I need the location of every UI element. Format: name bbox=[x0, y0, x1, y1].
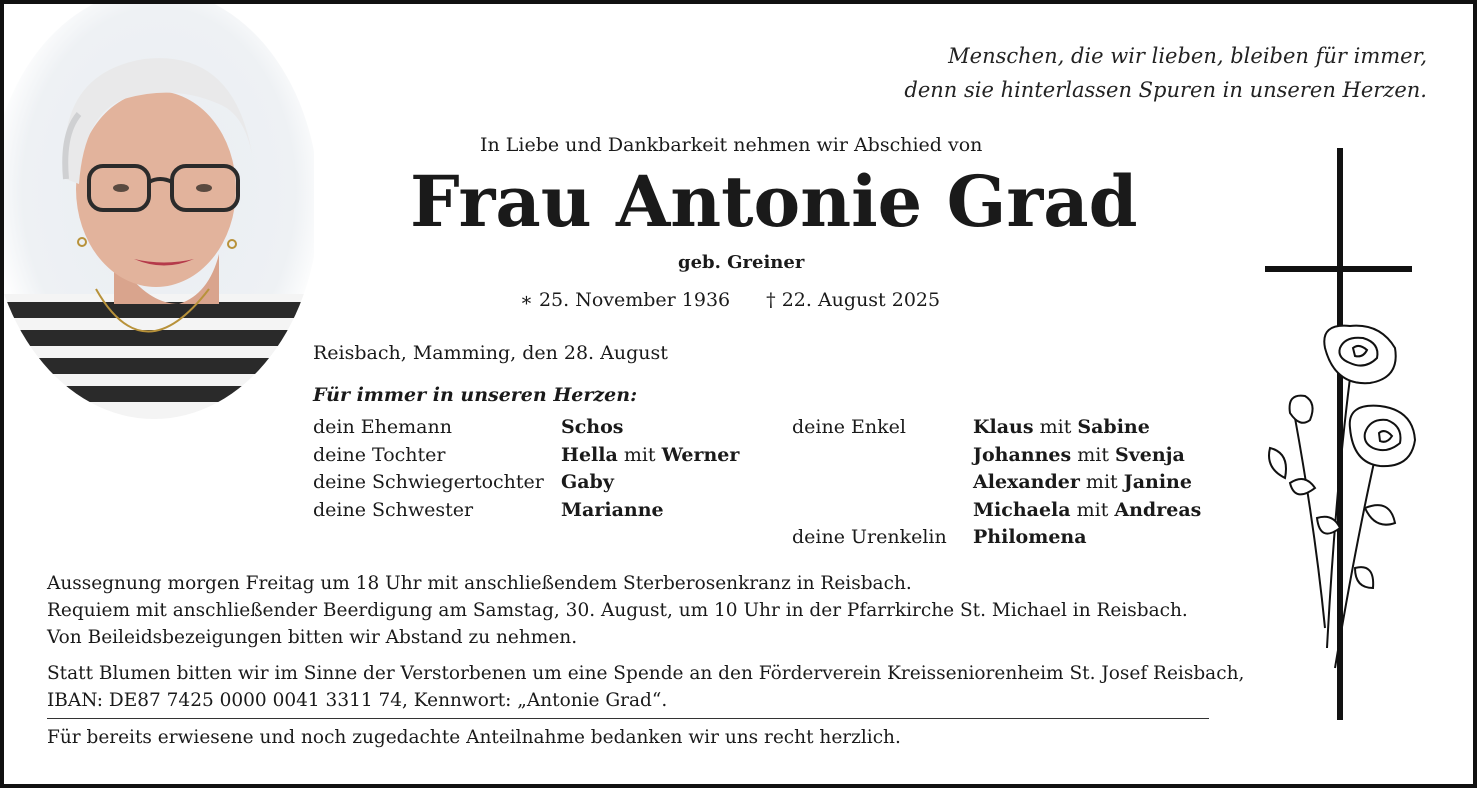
relative-name: Gaby bbox=[561, 471, 614, 493]
connector-text: mit bbox=[1033, 416, 1078, 438]
birth-name: geb. Greiner bbox=[678, 252, 805, 273]
relative-name: Marianne bbox=[561, 498, 664, 521]
relative-role: deine Tochter bbox=[313, 443, 446, 466]
connector-text: mit bbox=[617, 443, 662, 466]
relative-role: dein Ehemann bbox=[313, 416, 452, 438]
connector-text: mit bbox=[1070, 498, 1115, 521]
relative-name: Michaela bbox=[973, 498, 1071, 521]
connector-text: mit bbox=[1079, 471, 1124, 493]
cross-with-roses-icon bbox=[1255, 148, 1425, 723]
relative-name: Klaus bbox=[973, 416, 1034, 438]
connector-text: mit bbox=[1071, 443, 1116, 466]
notice-condolences: Von Beileidsbezeigungen bitten wir Abstand zu nehmen. bbox=[47, 627, 578, 648]
relative-name: Philomena bbox=[973, 526, 1087, 548]
relative-name: Johannes bbox=[973, 443, 1072, 466]
life-dates bbox=[520, 289, 940, 311]
relative-names bbox=[973, 499, 1201, 521]
relative-names bbox=[973, 444, 1185, 466]
motto-line-2: denn sie hinterlassen Spuren in unseren Herzen. bbox=[904, 78, 1427, 102]
relative-name: Andreas bbox=[1114, 498, 1202, 521]
relative-names bbox=[561, 471, 614, 493]
thanks-text: Für bereits erwiesene und noch zugedachte Anteilnahme bedanken wir uns recht herzlich. bbox=[47, 727, 901, 748]
relative-names bbox=[973, 471, 1192, 493]
relative-name: Alexander bbox=[973, 471, 1080, 493]
notice-iban: IBAN: DE87 7425 0000 0041 3311 74, Kennwort: „Antonie Grad“. bbox=[47, 690, 668, 711]
relative-role: deine Urenkelin bbox=[792, 526, 947, 548]
birth-date: ∗ 25. November 1936 bbox=[520, 289, 731, 311]
relative-name: Sabine bbox=[1077, 416, 1150, 438]
relative-name: Hella bbox=[561, 443, 618, 466]
relative-name: Janine bbox=[1123, 471, 1192, 493]
notice-blessing: Aussegnung morgen Freitag um 18 Uhr mit anschließendem Sterberosenkranz in Reisbach. bbox=[47, 573, 912, 594]
deceased-name: Frau Antonie Grad bbox=[410, 160, 1138, 243]
relative-name: Werner bbox=[661, 443, 740, 466]
divider bbox=[47, 718, 1209, 719]
relative-names bbox=[561, 444, 739, 466]
relative-role: deine Schwiegertochter bbox=[313, 471, 544, 493]
place-date: Reisbach, Mamming, den 28. August bbox=[313, 342, 668, 364]
relative-role: deine Schwester bbox=[313, 498, 474, 521]
intro-text: In Liebe und Dankbarkeit nehmen wir Abschied von bbox=[480, 134, 983, 156]
motto-line-1: Menschen, die wir lieben, bleiben für immer, bbox=[948, 44, 1427, 68]
relative-name: Svenja bbox=[1115, 443, 1185, 466]
relative-name: Schos bbox=[561, 416, 624, 438]
relative-names bbox=[973, 416, 1150, 438]
relative-names bbox=[561, 499, 664, 521]
death-date: † 22. August 2025 bbox=[766, 289, 941, 311]
portrait-photo bbox=[4, 4, 314, 419]
relative-names bbox=[973, 526, 1087, 548]
relative-names bbox=[561, 416, 623, 438]
mourners-heading: Für immer in unseren Herzen: bbox=[313, 384, 638, 406]
relative-role: deine Enkel bbox=[792, 416, 906, 438]
notice-requiem: Requiem mit anschließender Beerdigung am Samstag, 30. August, um 10 Uhr in der Pfarrkirche St. Michael in Reisbach. bbox=[47, 600, 1188, 621]
notice-donation: Statt Blumen bitten wir im Sinne der Verstorbenen um eine Spende an den Förderverein Kreisseniorenheim St. Josef Reisbach, bbox=[47, 663, 1245, 684]
